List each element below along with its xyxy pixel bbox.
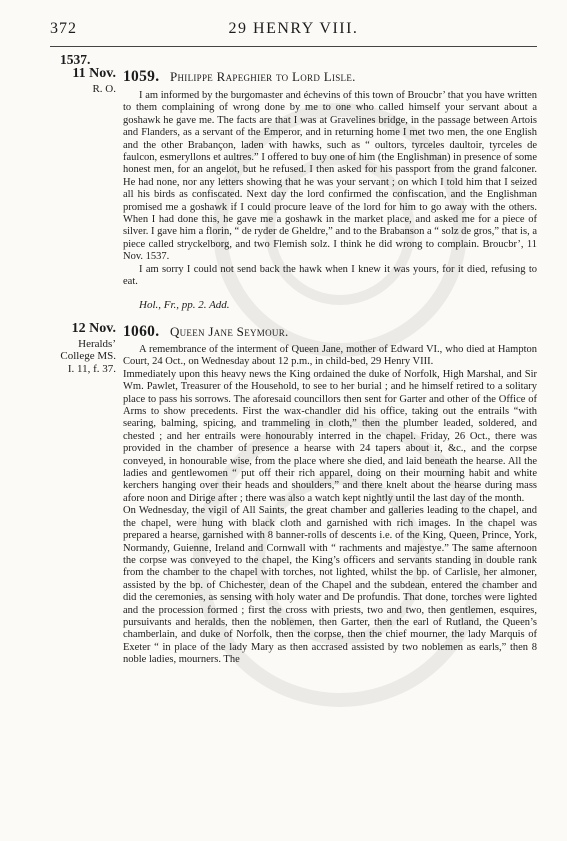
paragraph: Immediately upon this heavy news the King ordained the duke of Norfolk, High Marshal, and Sir Wm. Pawlet, Treasurer of the Household, to see to her burial ; and he himself retired to a solitary place to pass his sorrows. The aforesaid councillors then sent for Garter and other of the Office of Arms to show precedents. First the wax-chandler did his office, taking out the entrails “with searing, balming, spicing, and trammeling in cloth,” then the plumber leaded, soldered, and chested ; and her entrails were honourably interred in the chapel. Friday, 26 Oct., there was provided in the chamber of presence a hearse with 24 tapers about it, &c., and the corpse conveyed, in honourable wise, from the place where she died, and laid beneath the hearse. All the ladies and gentlewomen “ put off their rich apparel, doing on their mourning habit and white kerchers hanging over their heads and shoulders,” and there knelt about the hearse during mass afore noon and Dirige after ; there was also a watch kept nightly until the last day of the month. — [123, 368, 537, 504]
entry-heading — [123, 68, 356, 86]
running-title: 29 HENRY VIII. — [228, 20, 359, 37]
entry-margin-note — [42, 323, 116, 375]
paragraph: I am sorry I could not send back the hawk when I knew it was yours, for it died, refusing to eat. — [123, 263, 537, 288]
year-label: 1537. — [60, 52, 91, 67]
entry-source: College MS. — [60, 350, 116, 362]
entry-footnote: Hol., Fr., pp. 2. Add. — [139, 299, 230, 311]
running-header — [50, 20, 537, 42]
entry-source: Heralds’ — [78, 337, 116, 350]
entry-margin-note — [42, 68, 116, 95]
entry-source: I. 11, f. 37. — [67, 362, 116, 375]
header-rule — [50, 46, 537, 47]
entry-number: 1059. — [123, 68, 160, 85]
entry-body — [123, 344, 537, 667]
entry-heading — [123, 323, 289, 341]
entry-body — [123, 90, 537, 289]
page-number: 372 — [50, 20, 77, 37]
entry-source: R. O. — [92, 82, 116, 95]
paragraph: On Wednesday, the vigil of All Saints, the great chamber and galleries leading to the chapel, and the chapel, were hung with black cloth and garnished with rich images. In the chapel was prepared a hearse, garnished with 8 banner-rolls of descents i.e. of the King, Queen, Prince, York, Normandy, Guienne, Ireland and Cornwall with “ rachments and majestye.” The same afternoon the corpse was conveyed to the chapel, the King’s officers and servants standing in double rank from the chamber to the chapel with torches, not lighted, whilst the bp. of Carlisle, her almoner, assisted by the bp. of Chichester, dean of the Chapel and the subdean, entered the chamber and did the ceremonies, as sensing with holy water and De profundis. That done, torches were lighted and the procession formed ; first the cross with priests, two and two, then gentlemen, esquires, pursuivants and heralds, then the noblemen, then Garter, then the earl of Rutland, the Queen’s chamberlain, and duke of Norfolk, then the corpse, then the chief mourner, the lady Marquis of Exeter “ in place of the lady Mary as then accrased assisted by two noblemen as earls,” then 8 noble ladies, mourners. The — [123, 505, 537, 666]
entry-title: Queen Jane Seymour. — [169, 324, 289, 339]
paragraph: A remembrance of the interment of Queen Jane, mother of Edward VI., who died at Hampton Court, 24 Oct., on Wednesday about 12 p.m., in child-bed, 29 Henry VIII. — [123, 344, 537, 368]
entry-number: 1060. — [123, 323, 160, 340]
entry-title: Philippe Rapeghier to Lord Lisle. — [169, 69, 356, 84]
entry-date: 12 Nov. — [71, 321, 116, 336]
paragraph: I am informed by the burgomaster and échevins of this town of Broucbr’ that you have written to them complaining of wrong done by me to one who called himself your servant about a goshawk he gave me. The facts are that I was at Gravelines bridge, in the passage between Artois and Flanders, as a servant of the Emperor, and in returning home I met two men, the one English and the other Brabançon, laden with hawks, such as “ oultors, tyrceles daultoir, tyrceles de faulcon, esmeryllons et aultres.” I offered to buy one of him (the Englishman) in presence of some honest men, for an angelot, but he refused. I then asked for his passport from the grand falconer. He had none, nor any letters showing that he was your servant ; on which I told him that I seized all his birds as confiscated. Next day the lord confirmed the confiscation, and the Englishman promised me a goshawk if I could procure leave of the lord for him to go away with the others. When I had done this, he gave me a goshawk in the market place, and asked me for a piece of silver. I gave him a florin, “ de ryder de Gheldre,” and to the Brabanson a “ solz de gros,” that is, a piece called stryckelborg, and two Flemish solz. I think he did wrong to complain. Broucbr’, 11 Nov. 1537. — [123, 90, 537, 263]
entry-date: 11 Nov. — [72, 66, 116, 81]
